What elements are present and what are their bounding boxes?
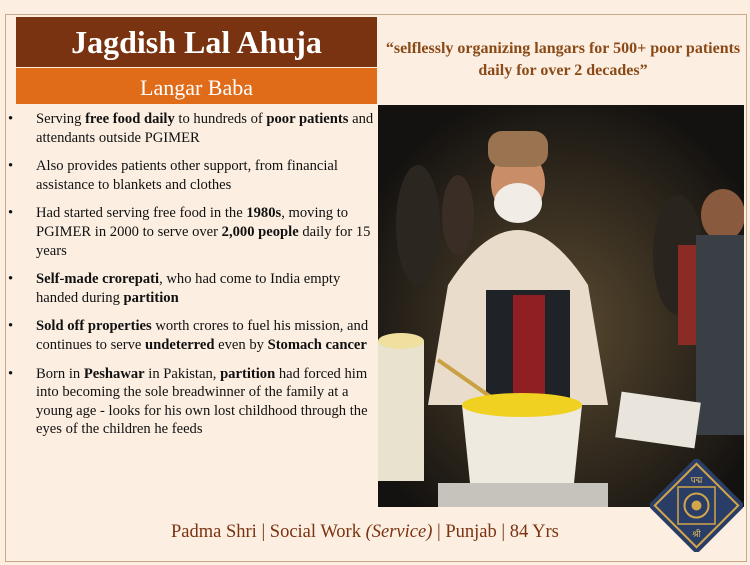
highlight-text: poor patients: [266, 111, 349, 127]
citation-quote: “selflessly organizing langars for 500+ poor patients daily for over 2 decades”: [385, 40, 741, 79]
highlight-text: Peshawar: [83, 365, 145, 382]
footer-separator: |: [496, 522, 510, 542]
award-field-detail: (Service): [365, 522, 433, 542]
highlight-text: Stomach cancer: [267, 336, 367, 353]
award-name: Padma Shri: [171, 522, 257, 542]
bullet-icon: •: [8, 318, 14, 335]
awardee-age: 84 Yrs: [509, 522, 559, 542]
highlight-text: partition: [220, 365, 276, 382]
emblem-top-text: पद्म: [690, 476, 703, 486]
padma-shri-emblem-icon: [650, 459, 743, 552]
highlight-text: Self-made crorepati: [36, 271, 160, 288]
achievement-text: , moving to PGIMER in 2000 to serve over: [36, 205, 349, 240]
awardee-state: Punjab: [445, 522, 497, 542]
achievement-text: Also provides patients other support, from financial assistance to blankets and clothes: [36, 158, 338, 193]
highlight-text: 1980s: [246, 205, 282, 222]
bullet-icon: •: [8, 158, 14, 175]
award-footer: [16, 508, 744, 556]
achievement-text: Had started serving free food in the: [36, 205, 247, 222]
achievement-text: and attendants outside PGIMER: [36, 111, 374, 146]
langar-photo: [378, 105, 744, 507]
achievement-text: in Pakistan,: [144, 365, 221, 382]
achievement-item: [6, 110, 376, 147]
footer-separator: |: [432, 522, 446, 542]
awardee-name: Jagdish Lal Ahuja: [16, 17, 377, 67]
achievement-text: , who had come to India empty handed during: [36, 271, 341, 306]
highlight-text: Sold off properties: [36, 318, 152, 335]
achievement-text: worth crores to fuel his mission, and continues to serve: [36, 318, 369, 353]
achievement-item: [6, 157, 376, 194]
achievement-item: [6, 204, 376, 260]
achievement-item: [6, 365, 376, 439]
achievement-text: Serving: [36, 111, 86, 127]
highlight-text: partition: [123, 289, 179, 306]
bullet-icon: •: [8, 271, 14, 288]
achievement-text: to hundreds of: [174, 111, 267, 127]
achievement-item: [6, 317, 376, 354]
highlight-text: 2,000 people: [221, 223, 299, 240]
emblem-bottom-text: श्री: [692, 530, 701, 540]
achievement-text: daily for 15 years: [36, 223, 371, 259]
achievement-list: [6, 110, 376, 449]
achievement-item: [6, 270, 376, 307]
highlight-text: free food daily: [85, 111, 175, 127]
bullet-icon: •: [8, 365, 14, 382]
awardee-title: Langar Baba: [16, 68, 377, 104]
award-field: Social Work: [269, 522, 366, 542]
achievement-text: had forced him into becoming the sole breadwinner of the family at a young age - looks for his own lost childhood through the eyes of the children he feeds: [36, 365, 368, 438]
highlight-text: undeterred: [145, 336, 215, 353]
achievement-text: Born in: [36, 365, 84, 382]
achievement-text: even by: [214, 336, 268, 353]
footer-separator: |: [256, 522, 270, 542]
bullet-icon: •: [8, 205, 14, 222]
bullet-icon: •: [8, 111, 14, 127]
